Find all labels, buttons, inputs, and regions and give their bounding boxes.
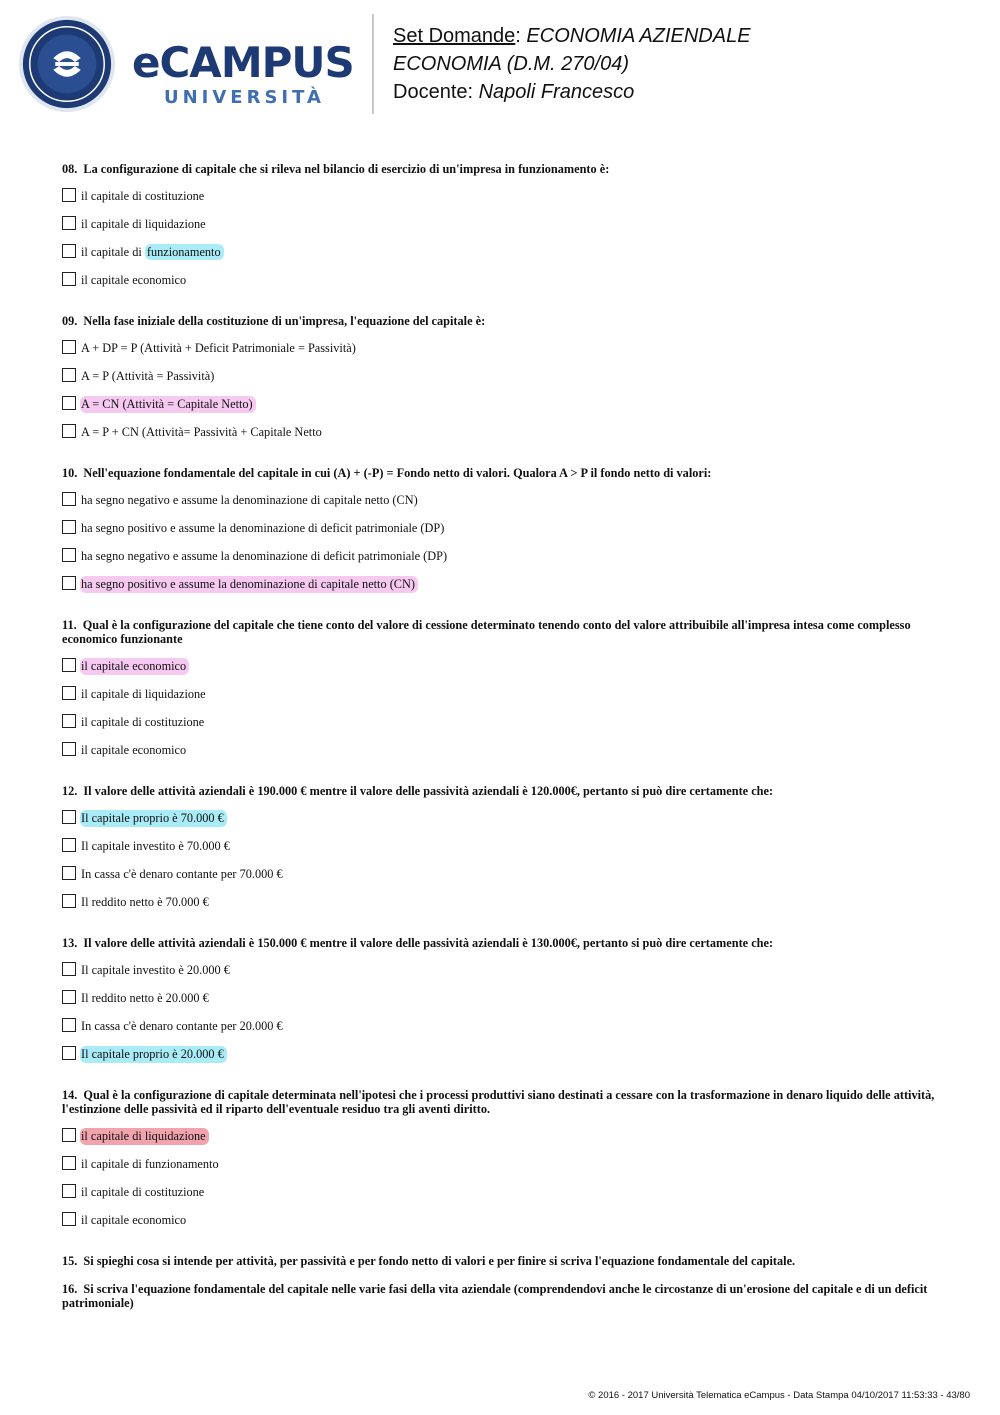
course-name: ECONOMIA AZIENDALE [526,25,751,47]
brand-subtitle: UNIVERSITÀ [164,87,325,108]
answer-label: Il reddito netto è 70.000 € [81,895,209,909]
answer-label: il capitale di liquidazione [81,687,206,701]
answer-option[interactable] [62,686,942,714]
header-divider [372,14,374,114]
question-list [62,162,942,1324]
teacher-name: Napoli Francesco [478,81,635,103]
answer-option[interactable] [62,1128,942,1156]
answer-option[interactable] [62,492,942,520]
answer-label: il capitale economico [81,1213,187,1227]
degree-line [393,50,751,78]
question-title [62,618,942,646]
page-footer: © 2016 - 2017 Università Telematica eCampus - Data Stampa 04/10/2017 11:53:33 - 43/80 [588,1390,970,1401]
question-title [62,1254,942,1268]
answer-checkbox[interactable] [62,396,76,410]
answer-option[interactable] [62,1046,942,1074]
question-title [62,466,942,480]
answer-option[interactable] [62,714,942,742]
answer-checkbox[interactable] [62,188,76,202]
answer-checkbox[interactable] [62,368,76,382]
answer-option[interactable] [62,576,942,604]
question-text: Qual è la configurazione di capitale determinata nell'ipotesi che i processi produttivi siano destinati a cessare con la trasformazione in denaro liquido delle attività, l'estinzione delle passività ed il riparto dell'eventuale residuo tra gli aventi diritto. [62,1088,935,1116]
set-separator: : [515,25,527,47]
answer-checkbox[interactable] [62,742,76,756]
answer-label: A = CN (Attività = Capitale Netto) [80,396,256,413]
answer-label: ha segno positivo e assume la denominazione di deficit patrimoniale (DP) [81,521,445,535]
answer-label: A = P (Attività = Passività) [81,369,215,383]
question-item [62,936,942,1074]
question-title [62,784,942,798]
question-text: Nell'equazione fondamentale del capitale in cui (A) + (-P) = Fondo netto di valori. Qualora A > P il fondo netto di valori: [83,466,712,480]
answer-checkbox[interactable] [62,962,76,976]
answer-checkbox[interactable] [62,244,76,258]
answer-label: Il capitale proprio è 70.000 € [80,810,227,827]
answer-label: ha segno positivo e assume la denominazione di capitale netto (CN) [80,576,418,593]
answer-option[interactable] [62,548,942,576]
answer-option[interactable] [62,1184,942,1212]
answer-option[interactable] [62,1212,942,1240]
question-title [62,162,942,176]
answer-checkbox[interactable] [62,838,76,852]
question-number: 11. [62,618,77,632]
answer-option[interactable] [62,216,942,244]
answer-checkbox[interactable] [62,1128,76,1142]
question-item [62,162,942,300]
answer-label: il capitale di costituzione [81,189,205,203]
answer-option[interactable] [62,520,942,548]
question-number: 14. [62,1088,78,1102]
answer-option[interactable] [62,340,942,368]
answer-checkbox[interactable] [62,686,76,700]
question-text: Nella fase iniziale della costituzione di un'impresa, l'equazione del capitale è: [83,314,486,328]
question-number: 10. [62,466,78,480]
answer-checkbox[interactable] [62,492,76,506]
answer-option[interactable] [62,424,942,452]
answer-option[interactable] [62,396,942,424]
answer-label: In cassa c'è denaro contante per 20.000 € [81,1019,283,1033]
question-number: 12. [62,784,78,798]
answer-checkbox[interactable] [62,340,76,354]
brand-name: eCAMPUS [132,38,354,87]
set-label: Set Domande [393,25,516,47]
answer-checkbox[interactable] [62,1018,76,1032]
answer-label: A + DP = P (Attività + Deficit Patrimoniale = Passività) [81,341,356,355]
answer-option[interactable] [62,742,942,770]
answer-label: ha segno negativo e assume la denominazione di capitale netto (CN) [81,493,418,507]
question-title [62,1088,942,1116]
answer-option[interactable] [62,1156,942,1184]
degree-name: ECONOMIA (D.M. 270/04) [393,53,629,75]
question-number: 13. [62,936,78,950]
answer-checkbox[interactable] [62,272,76,286]
question-text: Si scriva l'equazione fondamentale del capitale nelle varie fasi della vita aziendale (comprendendovi anche le circostanze di un'erosione del capitale e di un deficit patrimoniale) [62,1282,928,1310]
answer-checkbox[interactable] [62,576,76,590]
answer-checkbox[interactable] [62,810,76,824]
answer-label: il capitale economico [81,743,187,757]
answer-option[interactable] [62,244,942,272]
answer-option[interactable] [62,658,942,686]
answer-checkbox[interactable] [62,1046,76,1060]
answer-label: il capitale economico [80,658,189,675]
question-item [62,1088,942,1240]
question-item [62,784,942,922]
question-number: 15. [62,1254,78,1268]
answer-label: Il capitale proprio è 20.000 € [80,1046,227,1063]
answer-label: il capitale di funzionamento [81,1157,219,1171]
answer-option[interactable] [62,1018,942,1046]
answer-option[interactable] [62,188,942,216]
answer-checkbox[interactable] [62,894,76,908]
answer-label: In cassa c'è denaro contante per 70.000 € [81,867,283,881]
answer-option[interactable] [62,962,942,990]
answer-label: il capitale di liquidazione [81,217,206,231]
page-header [0,0,1000,125]
question-item [62,466,942,604]
teacher-label: Docente: [393,81,479,103]
answer-checkbox[interactable] [62,866,76,880]
answer-checkbox[interactable] [62,1156,76,1170]
question-text: Si spieghi cosa si intende per attività, per passività e per fondo netto di valori e per finire si scriva l'equazione fondamentale del capitale. [83,1254,796,1268]
answer-label: il capitale di costituzione [81,1185,205,1199]
question-number: 08. [62,162,78,176]
answer-label: Il capitale investito è 70.000 € [81,839,230,853]
answer-option[interactable] [62,368,942,396]
question-item [62,1254,942,1268]
answer-checkbox[interactable] [62,424,76,438]
answer-label [80,244,227,261]
question-text: Qual è la configurazione del capitale che tiene conto del valore di cessione determinato tenendo conto del valore attribuibile all'impresa intesa come complesso economico funzionante [62,618,911,646]
answer-checkbox[interactable] [62,1184,76,1198]
answer-label: A = P + CN (Attività= Passività + Capitale Netto [81,425,322,439]
answer-checkbox[interactable] [62,990,76,1004]
answer-option[interactable] [62,838,942,866]
question-title [62,936,942,950]
question-title [62,1282,942,1310]
question-title [62,314,942,328]
answer-checkbox[interactable] [62,216,76,230]
answer-checkbox[interactable] [62,714,76,728]
question-number: 16. [62,1282,78,1296]
answer-checkbox[interactable] [62,520,76,534]
answer-label-highlight: funzionamento [145,244,224,260]
answer-label: il capitale di liquidazione [80,1128,209,1145]
question-number: 09. [62,314,78,328]
answer-option[interactable] [62,272,942,300]
answer-label-plain: il capitale di [81,245,145,259]
question-item [62,1282,942,1310]
answer-label: Il capitale investito è 20.000 € [81,963,230,977]
answer-checkbox[interactable] [62,1212,76,1226]
question-text: La configurazione di capitale che si rileva nel bilancio di esercizio di un'impresa in funzionamento è: [83,162,610,176]
teacher-line [393,78,751,106]
question-item [62,618,942,770]
answer-label: Il reddito netto è 20.000 € [81,991,209,1005]
question-text: Il valore delle attività aziendali è 150.000 € mentre il valore delle passività aziendali è 130.000€, pertanto si può dire certamente che: [83,936,774,950]
answer-checkbox[interactable] [62,548,76,562]
course-line [393,22,751,50]
answer-checkbox[interactable] [62,658,76,672]
university-seal-logo [18,15,116,113]
header-info [393,22,751,106]
answer-option[interactable] [62,894,942,922]
answer-option[interactable] [62,810,942,838]
question-item [62,314,942,452]
answer-label: il capitale di costituzione [81,715,205,729]
answer-option[interactable] [62,866,942,894]
answer-option[interactable] [62,990,942,1018]
answer-label: il capitale economico [81,273,187,287]
brand-logo [132,38,362,110]
question-text: Il valore delle attività aziendali è 190.000 € mentre il valore delle passività aziendali è 120.000€, pertanto si può dire certamente che: [83,784,774,798]
answer-label: ha segno negativo e assume la denominazione di deficit patrimoniale (DP) [81,549,448,563]
